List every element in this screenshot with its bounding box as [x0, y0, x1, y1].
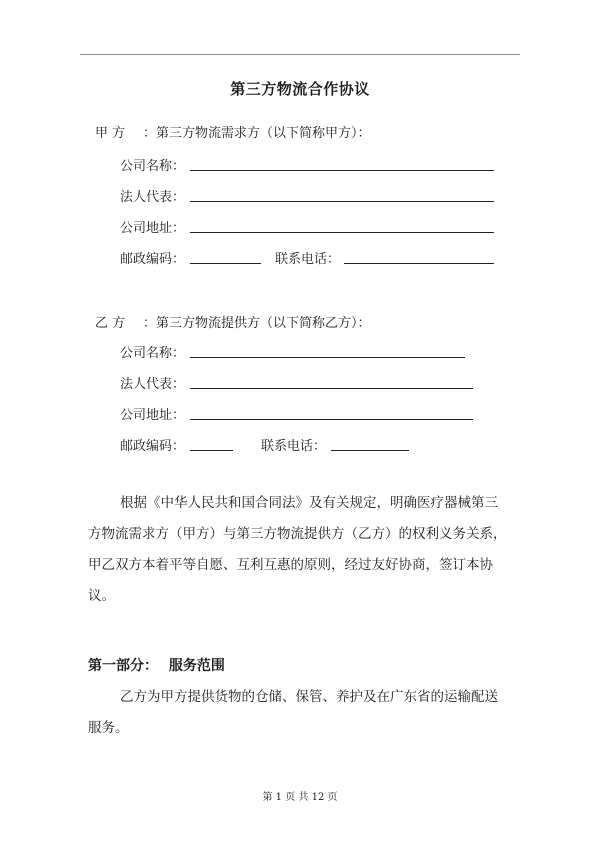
party-a-phone-label: 联系电话：: [275, 252, 341, 267]
party-a-postcode-line[interactable]: [190, 263, 261, 264]
party-a-heading: [95, 122, 371, 141]
party-b-rep-label: 法人代表：: [120, 377, 186, 392]
party-b-company-label: 公司名称：: [120, 346, 186, 361]
party-b-address-label: 公司地址：: [120, 408, 186, 423]
section-1-title: 服务范围: [168, 658, 225, 674]
party-a-postcode-label: 邮政编码：: [120, 252, 186, 267]
party-b-address-line[interactable]: [190, 419, 473, 420]
party-a-name: 甲 方: [95, 126, 126, 141]
page-footer: 第 1 页 共 12 页: [262, 792, 338, 803]
preamble-line-4: 议。: [88, 588, 115, 604]
party-a-description: ：第三方物流需求方（以下简称甲方）：: [143, 126, 371, 141]
section-1-heading: [88, 655, 225, 675]
party-b-heading: [95, 312, 371, 331]
party-b-phone-line[interactable]: [331, 450, 409, 451]
document-title: 第三方物流合作协议: [230, 80, 370, 98]
party-b-phone-label: 联系电话：: [261, 439, 327, 454]
party-a-company-line[interactable]: [190, 170, 494, 171]
section-1-line-2: 服务。: [88, 720, 129, 736]
party-a-phone-line[interactable]: [344, 263, 494, 264]
party-a-rep-label: 法人代表：: [120, 190, 186, 205]
preamble-line-2: 方物流需求方（甲方）与第三方物流提供方（乙方）的权利义务关系，: [88, 526, 507, 542]
section-1-number: 第一部分：: [88, 658, 158, 674]
party-a-address-label: 公司地址：: [120, 221, 186, 236]
party-a-company-label: 公司名称：: [120, 159, 186, 174]
party-b-postcode-line[interactable]: [190, 450, 233, 451]
party-b-name: 乙 方: [95, 316, 126, 331]
party-b-postcode-label: 邮政编码：: [120, 439, 186, 454]
party-b-company-line[interactable]: [190, 357, 465, 358]
section-1-line-1: 乙方为甲方提供货物的仓储、保管、养护及在广东省的运输配送: [120, 689, 498, 705]
preamble-line-1: 根据《中华人民共和国合同法》及有关规定，明确医疗器械第三: [120, 495, 498, 511]
party-a-address-line[interactable]: [190, 232, 494, 233]
party-b-rep-line[interactable]: [190, 388, 473, 389]
header-rule: [80, 54, 520, 55]
section-1-paragraph: [88, 682, 528, 744]
preamble-line-3: 甲乙双方本着平等自愿、互利互惠的原则，经过友好协商，签订本协: [88, 557, 493, 573]
party-b-description: ：第三方物流提供方（以下简称乙方）：: [143, 316, 371, 331]
party-a-rep-line[interactable]: [190, 201, 494, 202]
preamble-paragraph: [88, 488, 528, 612]
